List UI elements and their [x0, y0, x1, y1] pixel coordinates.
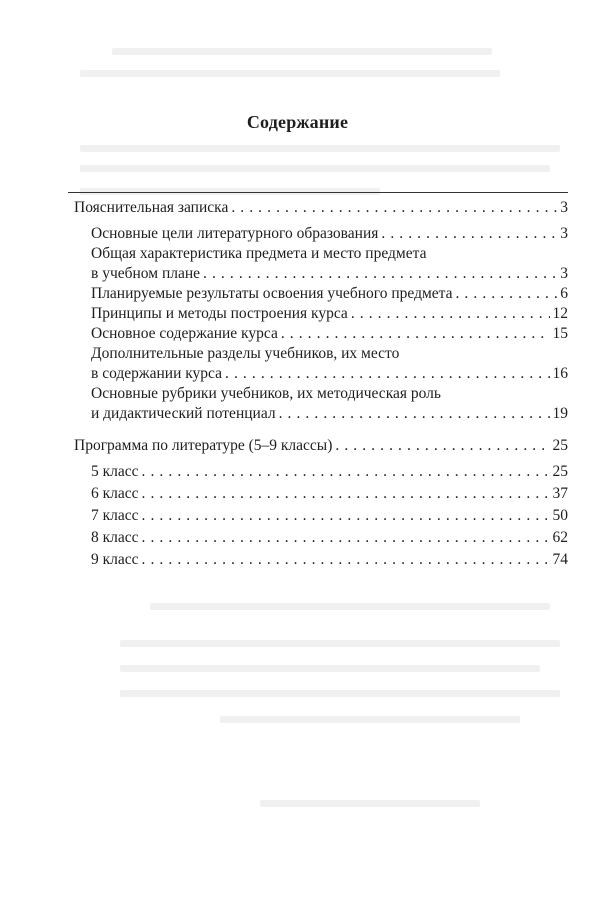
toc-page-number: 50 [552, 507, 568, 524]
toc-entry-label: в содержании курса [91, 365, 223, 382]
toc-entry[interactable] [91, 484, 568, 504]
toc-entry-label: 6 класс [91, 485, 139, 502]
toc-entry-line1: Основные рубрики учебников, их методическая роль [91, 385, 441, 402]
toc-entry[interactable] [91, 550, 568, 570]
toc-leader-dots [225, 364, 549, 382]
toc-page-number: 37 [552, 485, 568, 502]
toc-entry[interactable] [91, 506, 568, 526]
toc-leader-dots [351, 304, 550, 322]
show-through-text [80, 70, 500, 77]
toc-page-number: 6 [560, 285, 568, 302]
toc-entry[interactable] [91, 264, 568, 284]
toc-leader-dots [142, 550, 550, 568]
toc-entry[interactable] [91, 462, 568, 482]
toc-page-number: 3 [560, 199, 568, 216]
toc-leader-dots [381, 224, 557, 242]
toc-entry-label: Принципы и методы построения курса [91, 305, 348, 322]
toc-leader-dots [455, 284, 557, 302]
toc-entry[interactable] [91, 284, 568, 304]
show-through-text [260, 800, 480, 807]
toc-leader-dots [335, 436, 549, 454]
toc-entry-label: 9 класс [91, 551, 139, 568]
toc-entry-line1: Общая характеристика предмета и место предмета [91, 245, 427, 262]
top-divider [68, 192, 568, 193]
toc-section-explanatory-note[interactable] [74, 198, 568, 218]
show-through-text [120, 640, 560, 647]
toc-page-number: 12 [552, 305, 568, 322]
show-through-text [120, 690, 560, 697]
toc-leader-dots [142, 506, 550, 524]
toc-entry-label: Основные цели литературного образования [91, 225, 379, 242]
toc-entry-label: 7 класс [91, 507, 139, 524]
toc-page-number: 15 [552, 325, 568, 342]
show-through-text [80, 165, 550, 172]
show-through-text [220, 716, 520, 723]
show-through-text [120, 665, 540, 672]
toc-leader-dots [142, 528, 550, 546]
show-through-text [150, 603, 550, 610]
toc-leader-dots [203, 264, 557, 282]
toc-entry-label: в учебном плане [91, 265, 201, 282]
toc-page-number: 74 [552, 551, 568, 568]
toc-entry[interactable] [91, 528, 568, 548]
toc-entry[interactable] [91, 364, 568, 384]
toc-entry-label: и дидактический потенциал [91, 405, 276, 422]
show-through-text [112, 48, 492, 55]
toc-leader-dots [142, 484, 550, 502]
toc-page-number: 25 [552, 463, 568, 480]
toc-entry-label: Программа по литературе (5–9 классы) [74, 437, 333, 454]
page-title: Содержание [246, 112, 349, 132]
toc-entry-label: 8 класс [91, 529, 139, 546]
toc-leader-dots [281, 324, 550, 342]
toc-page-number: 3 [560, 265, 568, 282]
toc-leader-dots [142, 462, 550, 480]
toc-entry-line1: Дополнительные разделы учебников, их место [91, 345, 400, 362]
toc-entry-label: Пояснительная записка [74, 199, 229, 216]
toc-entry[interactable] [91, 324, 568, 344]
toc-entry[interactable] [91, 224, 568, 244]
toc-page-number: 16 [552, 365, 568, 382]
toc-page-number: 19 [552, 405, 568, 422]
toc-page-number: 62 [552, 529, 568, 546]
toc-entry-label: Планируемые результаты освоения учебного предмета [91, 285, 453, 302]
toc-entry[interactable] [91, 304, 568, 324]
toc-page-number: 3 [560, 225, 568, 242]
toc-page-number: 25 [552, 437, 568, 454]
toc-section-literature-program[interactable] [74, 436, 568, 456]
toc-leader-dots [231, 198, 557, 216]
table-of-contents [74, 198, 568, 570]
toc-entry[interactable] [91, 404, 568, 424]
toc-entry-label: Основное содержание курса [91, 325, 278, 342]
show-through-text [80, 145, 560, 152]
toc-leader-dots [279, 404, 550, 422]
toc-entry-label: 5 класс [91, 463, 139, 480]
